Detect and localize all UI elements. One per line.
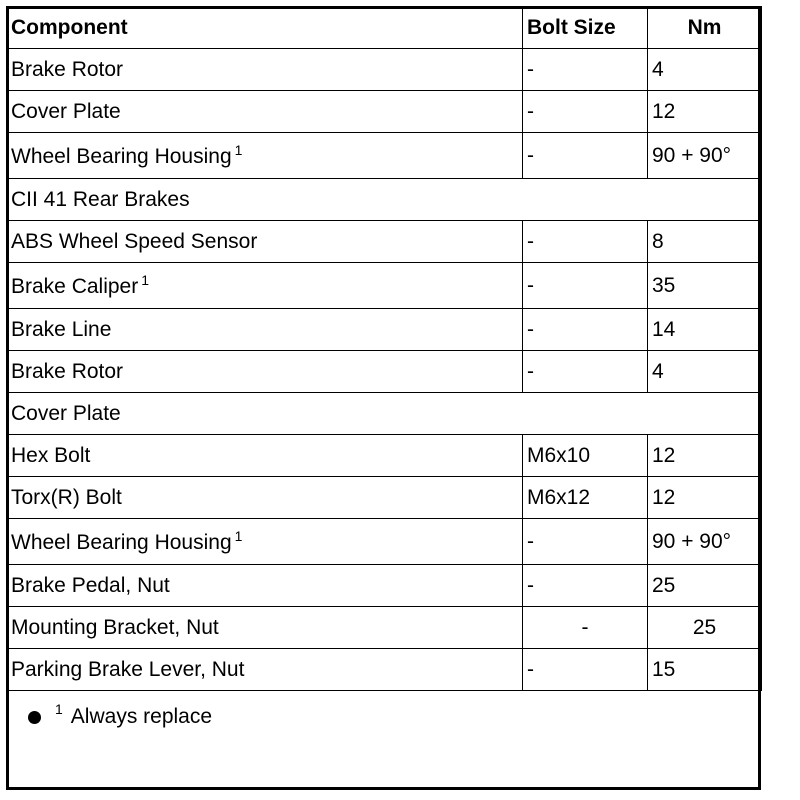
cell-component <box>7 565 523 607</box>
cell-nm: 4 <box>648 351 762 393</box>
table-row <box>7 565 762 607</box>
cell-bolt-size: - <box>523 309 648 351</box>
table-row <box>7 91 762 133</box>
component-name: ABS Wheel Speed Sensor <box>11 229 258 253</box>
component-name: Cover Plate <box>11 99 121 123</box>
footnote-ref: 1 <box>234 528 243 544</box>
section-label: Cover Plate <box>7 393 762 435</box>
cell-bolt-size: - <box>523 351 648 393</box>
cell-component <box>7 133 523 179</box>
cell-nm: 25 <box>648 607 762 649</box>
footnote-text: Always replace <box>70 705 213 728</box>
table-row <box>7 133 762 179</box>
cell-bolt-size: M6x12 <box>523 477 648 519</box>
bullet-icon <box>28 711 41 724</box>
component-name: Hex Bolt <box>11 443 91 467</box>
section-label: CII 41 Rear Brakes <box>7 179 762 221</box>
cell-nm: 12 <box>648 435 762 477</box>
component-name: Wheel Bearing Housing <box>11 145 232 168</box>
cell-bolt-size: - <box>523 607 648 649</box>
cell-component <box>7 435 523 477</box>
cell-nm: 12 <box>648 477 762 519</box>
table-row <box>7 351 762 393</box>
component-name: Torx(R) Bolt <box>11 485 122 509</box>
table-row <box>7 49 762 91</box>
cell-bolt-size: - <box>523 221 648 263</box>
cell-nm: 90 + 90° <box>648 133 762 179</box>
component-name: Mounting Bracket, Nut <box>11 615 219 639</box>
component-name: Wheel Bearing Housing <box>11 531 232 554</box>
cell-component <box>7 221 523 263</box>
table-row <box>7 519 762 565</box>
cell-component <box>7 351 523 393</box>
component-name: Brake Caliper <box>11 275 139 298</box>
cell-component <box>7 49 523 91</box>
footnote-ref: 1 <box>141 272 150 288</box>
cell-component <box>7 309 523 351</box>
cell-nm: 90 + 90° <box>648 519 762 565</box>
component-name: Brake Line <box>11 317 112 341</box>
section-row <box>7 393 762 435</box>
component-name: Brake Pedal, Nut <box>11 573 170 597</box>
cell-nm: 12 <box>648 91 762 133</box>
cell-nm: 4 <box>648 49 762 91</box>
component-name: Parking Brake Lever, Nut <box>11 657 245 681</box>
cell-bolt-size: M6x10 <box>523 435 648 477</box>
table-row <box>7 477 762 519</box>
footnote-marker: 1 <box>55 701 63 717</box>
cell-nm: 8 <box>648 221 762 263</box>
header-component: Component <box>7 7 523 49</box>
table-body <box>7 49 762 691</box>
cell-component <box>7 649 523 691</box>
header-bolt-size: Bolt Size <box>523 7 648 49</box>
cell-component <box>7 263 523 309</box>
table-row <box>7 221 762 263</box>
cell-nm: 35 <box>648 263 762 309</box>
cell-bolt-size: - <box>523 91 648 133</box>
cell-bolt-size: - <box>523 565 648 607</box>
torque-spec-table <box>6 6 762 691</box>
cell-nm: 15 <box>648 649 762 691</box>
header-row <box>7 7 762 49</box>
cell-bolt-size: - <box>523 133 648 179</box>
header-nm: Nm <box>648 7 762 49</box>
cell-component <box>7 607 523 649</box>
cell-component <box>7 91 523 133</box>
cell-component <box>7 477 523 519</box>
cell-nm: 25 <box>648 565 762 607</box>
cell-nm: 14 <box>648 309 762 351</box>
cell-component <box>7 519 523 565</box>
cell-bolt-size: - <box>523 519 648 565</box>
table-row <box>7 435 762 477</box>
cell-bolt-size: - <box>523 649 648 691</box>
component-name: Brake Rotor <box>11 359 124 383</box>
cell-bolt-size: - <box>523 263 648 309</box>
cell-bolt-size: - <box>523 49 648 91</box>
footnote <box>28 701 213 729</box>
table-row <box>7 607 762 649</box>
footnote-ref: 1 <box>234 142 243 158</box>
table-row <box>7 649 762 691</box>
component-name: Brake Rotor <box>11 57 124 81</box>
table-row <box>7 263 762 309</box>
section-row <box>7 179 762 221</box>
table-row <box>7 309 762 351</box>
